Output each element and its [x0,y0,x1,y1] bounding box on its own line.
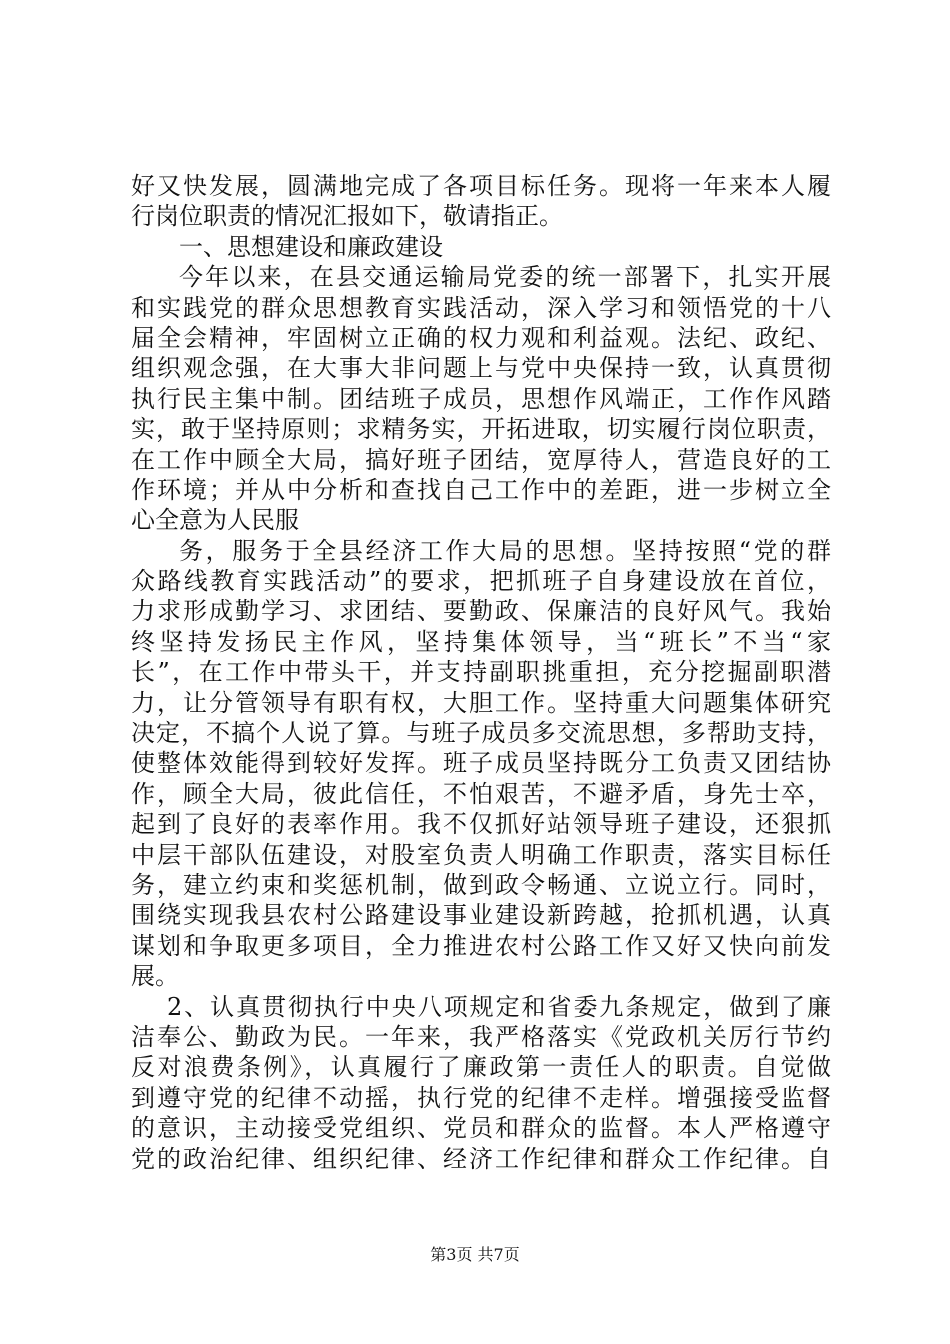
text-line: 届全会精神，牢固树立正确的权力观和利益观。法纪、政纪、 [131,323,831,352]
text-line: 众路线教育实践活动”的要求，把抓班子自身建设放在首位， [131,567,831,596]
text-line: 围绕实现我县农村公路建设事业建设新跨越，抢抓机遇，认真 [131,901,831,930]
text-line: 实，敢于坚持原则；求精务实，开拓进取，切实履行岗位职责， [131,415,831,444]
text-line: 中层干部队伍建设，对股室负责人明确工作职责，落实目标任 [131,840,831,869]
text-line: 谋划和争取更多项目，全力推进农村公路工作又好又快向前发 [131,931,831,960]
text-line: 使整体效能得到较好发挥。班子成员坚持既分工负责又团结协 [131,749,831,778]
text-line: 2、认真贯彻执行中央八项规定和省委九条规定，做到了廉 [167,992,831,1021]
text-line: 作环境；并从中分析和查找自己工作中的差距，进一步树立全 [131,475,831,504]
text-line: 展。 [131,962,179,991]
text-line: 务，建立约束和奖惩机制，做到政令畅通、立说立行。同时， [131,870,831,899]
text-line: 执行民主集中制。团结班子成员，思想作风端正，工作作风踏 [131,384,831,413]
text-line: 的意识，主动接受党组织、党员和群众的监督。本人严格遵守 [131,1114,831,1143]
text-line: 务，服务于全县经济工作大局的思想。坚持按照“党的群 [179,536,831,565]
text-line: 反对浪费条例》，认真履行了廉政第一责任人的职责。自觉做 [131,1053,831,1082]
text-line: 决定，不搞个人说了算。与班子成员多交流思想，多帮助支持， [131,719,831,748]
text-line: 好又快发展，圆满地完成了各项目标任务。现将一年来本人履 [131,172,831,200]
text-line: 力，让分管领导有职有权，大胆工作。坚持重大问题集体研究 [131,688,831,717]
text-line: 长”，在工作中带头干，并支持副职挑重担，充分挖掘副职潜 [131,658,831,687]
text-line: 作，顾全大局，彼此信任，不怕艰苦，不避矛盾，身先士卒， [131,779,831,808]
text-line: 党的政治纪律、组织纪律、经济工作纪律和群众工作纪律。自 [131,1144,831,1173]
text-line: 在工作中顾全大局，搞好班子团结，宽厚待人，营造良好的工 [131,445,831,474]
text-line: 洁奉公、勤政为民。一年来，我严格落实《党政机关厉行节约 [131,1022,831,1051]
text-line: 心全意为人民服 [131,506,299,535]
text-line: 终坚持发扬民主作风，坚持集体领导，当“班长”不当“家 [131,627,831,656]
text-line: 力求形成勤学习、求团结、要勤政、保廉洁的良好风气。我始 [131,597,831,626]
text-line: 今年以来，在县交通运输局党委的统一部署下，扎实开展 [179,263,831,292]
page-footer [0,1245,950,1265]
document-body [131,171,831,1174]
page-number-label: 第3页 共7页 [430,1245,520,1264]
text-line: 一、思想建设和廉政建设 [179,232,443,261]
text-line: 行岗位职责的情况汇报如下，敬请指正。 [131,202,563,231]
text-line: 到遵守党的纪律不动摇，执行党的纪律不走样。增强接受监督 [131,1083,831,1112]
text-line: 和实践党的群众思想教育实践活动，深入学习和领悟党的十八 [131,293,831,322]
text-line: 起到了良好的表率作用。我不仅抓好站领导班子建设，还狠抓 [131,810,831,839]
text-line: 组织观念强，在大事大非问题上与党中央保持一致，认真贯彻 [131,354,831,383]
